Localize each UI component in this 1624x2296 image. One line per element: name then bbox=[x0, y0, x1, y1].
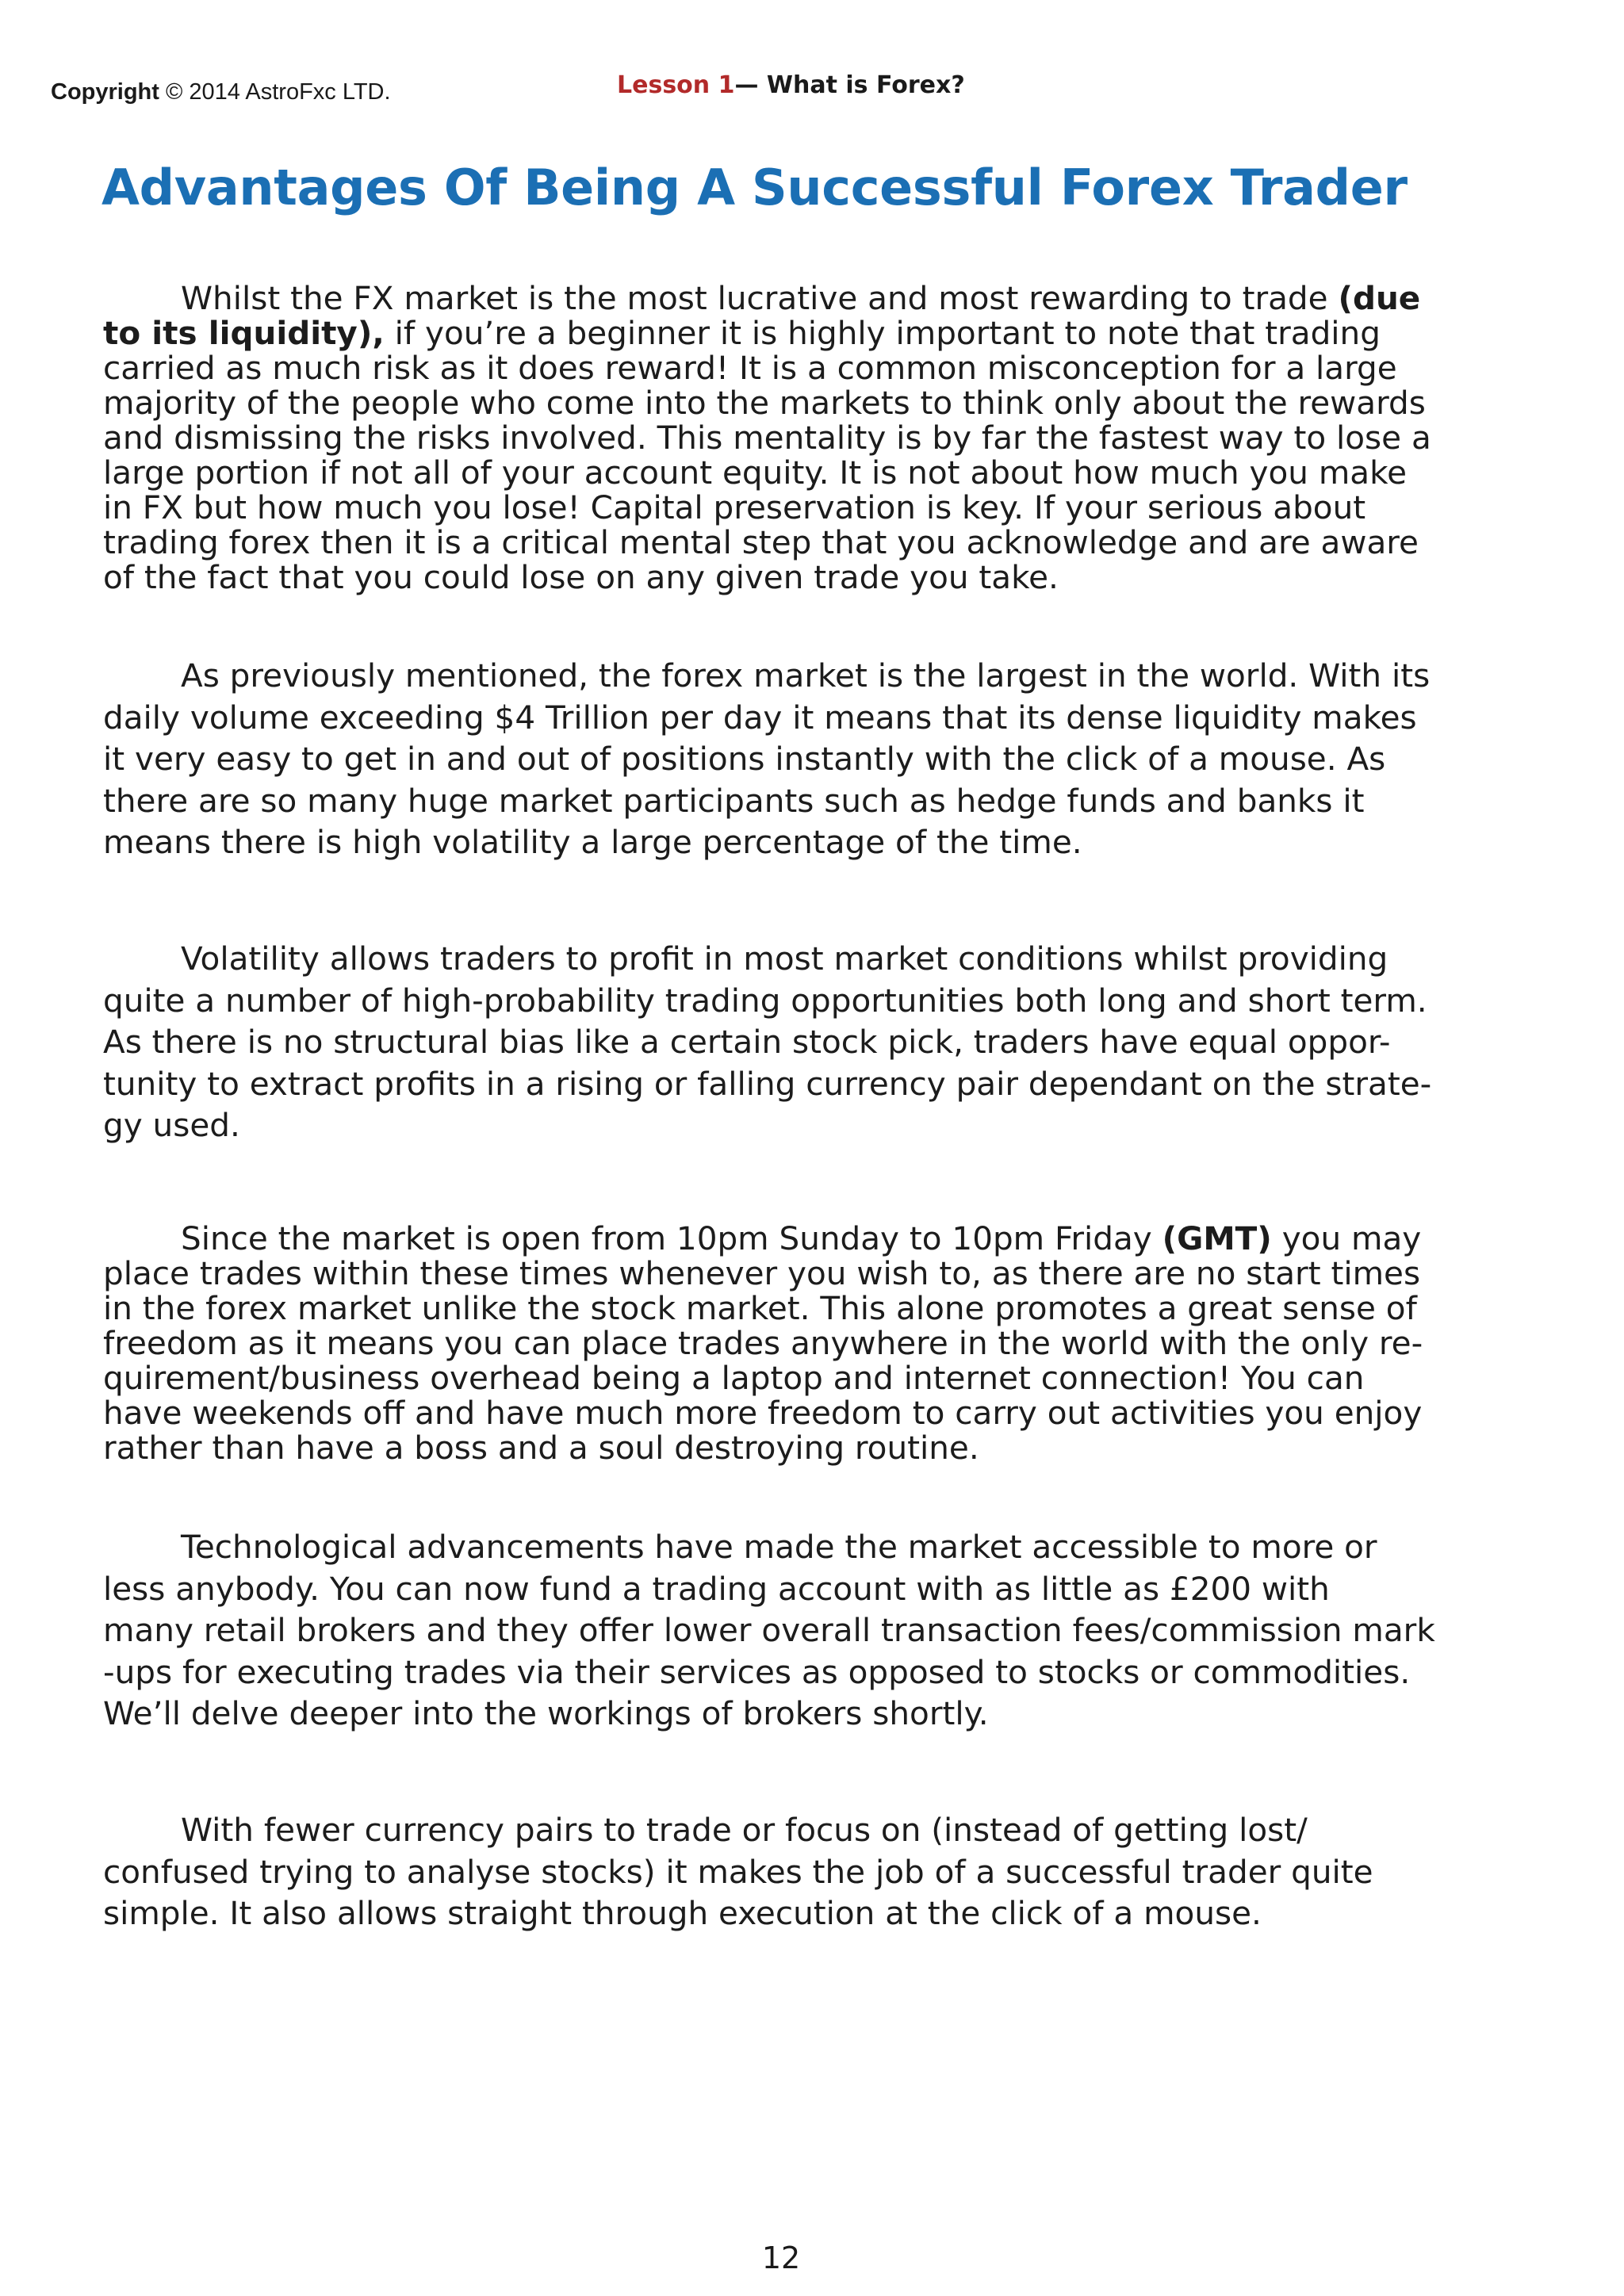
text-line: place trades within these times whenever you wish to, as there are no start times bbox=[103, 1254, 1421, 1292]
text-segment: Since the market is open from 10pm Sunday to 10pm Friday bbox=[181, 1219, 1162, 1257]
text-line: in the forex market unlike the stock market. This alone promotes a great sense of bbox=[103, 1289, 1417, 1327]
text-line: means there is high volatility a large percentage of the time. bbox=[103, 823, 1082, 861]
text-line: in FX but how much you lose! Capital preservation is key. If your serious about bbox=[103, 488, 1366, 526]
copyright-text: © 2014 AstroFxc LTD. bbox=[166, 79, 391, 105]
text-line: We’ll delve deeper into the workings of brokers shortly. bbox=[103, 1694, 989, 1732]
text-line: large portion if not all of your account equity. It is not about how much you make bbox=[103, 453, 1408, 492]
text-line: freedom as it means you can place trades anywhere in the world with the only re- bbox=[103, 1324, 1423, 1362]
bold-text: (due bbox=[1338, 279, 1421, 317]
paragraph-liquidity-risk bbox=[103, 281, 1475, 595]
copyright-label: Copyright bbox=[51, 79, 159, 105]
text-line: carried as much risk as it does reward! It is a common misconception for a large bbox=[103, 349, 1397, 387]
text-line: quirement/business overhead being a laptop and internet connection! You can bbox=[103, 1359, 1365, 1397]
text-line: of the fact that you could lose on any given trade you take. bbox=[103, 558, 1059, 596]
text-line bbox=[103, 281, 1475, 316]
lesson-header bbox=[617, 71, 965, 99]
text-line: Volatility allows traders to profit in most market conditions whilst providing bbox=[181, 939, 1388, 978]
text-segment: Whilst the FX market is the most lucrative and most rewarding to trade bbox=[181, 279, 1339, 317]
paragraph-technology bbox=[103, 1526, 1475, 1735]
text-line: have weekends off and have much more freedom to carry out activities you enjoy bbox=[103, 1394, 1423, 1432]
text-line: there are so many huge market participants such as hedge funds and banks it bbox=[103, 781, 1365, 820]
page-number: 12 bbox=[761, 2241, 801, 2275]
text-line: -ups for executing trades via their services as opposed to stocks or commodities. bbox=[103, 1652, 1411, 1691]
text-line bbox=[103, 316, 1475, 350]
text-line: simple. It also allows straight through execution at the click of a mouse. bbox=[103, 1894, 1262, 1932]
text-line: As previously mentioned, the forex market is the largest in the world. With its bbox=[181, 656, 1431, 695]
text-line: As there is no structural bias like a certain stock pick, traders have equal oppor- bbox=[103, 1023, 1391, 1061]
paragraph-volatility bbox=[103, 938, 1475, 1146]
text-line: trading forex then it is a critical mental step that you acknowledge and are aware bbox=[103, 523, 1419, 561]
text-line: With fewer currency pairs to trade or focus on (instead of getting lost/ bbox=[181, 1811, 1308, 1849]
text-line: confused trying to analyse stocks) it makes the job of a successful trader quite bbox=[103, 1852, 1373, 1891]
paragraph-currency-pairs bbox=[103, 1809, 1475, 1934]
text-line bbox=[103, 1221, 1475, 1256]
text-line: quite a number of high-probability trading opportunities both long and short term. bbox=[103, 981, 1427, 1020]
copyright-notice bbox=[51, 79, 391, 105]
text-line: less anybody. You can now fund a trading account with as little as £200 with bbox=[103, 1569, 1330, 1608]
text-line: gy used. bbox=[103, 1106, 240, 1144]
text-line: it very easy to get in and out of positions instantly with the click of a mouse. As bbox=[103, 740, 1386, 778]
text-line: rather than have a boss and a soul destroying routine. bbox=[103, 1429, 979, 1467]
text-line: many retail brokers and they offer lower overall transaction fees/commission mark bbox=[103, 1611, 1435, 1649]
lesson-number: Lesson 1 bbox=[617, 71, 735, 99]
paragraph-trading-hours bbox=[103, 1221, 1475, 1465]
bold-text: (GMT) bbox=[1162, 1219, 1272, 1257]
text-segment: you may bbox=[1271, 1219, 1422, 1257]
text-line: Technological advancements have made the market accessible to more or bbox=[181, 1528, 1377, 1566]
text-segment: if you’re a beginner it is highly important to note that trading bbox=[384, 314, 1381, 352]
bold-text: to its liquidity), bbox=[103, 314, 385, 352]
text-line: and dismissing the risks involved. This mentality is by far the fastest way to lose a bbox=[103, 419, 1431, 457]
lesson-title: — What is Forex? bbox=[734, 71, 965, 99]
text-line: daily volume exceeding $4 Trillion per day it means that its dense liquidity makes bbox=[103, 698, 1417, 737]
page-title: Advantages Of Being A Successful Forex Trader bbox=[102, 159, 1408, 216]
text-line: majority of the people who come into the markets to think only about the rewards bbox=[103, 384, 1426, 422]
paragraph-market-size bbox=[103, 655, 1475, 863]
text-line: tunity to extract profits in a rising or falling currency pair dependant on the strate- bbox=[103, 1064, 1432, 1103]
